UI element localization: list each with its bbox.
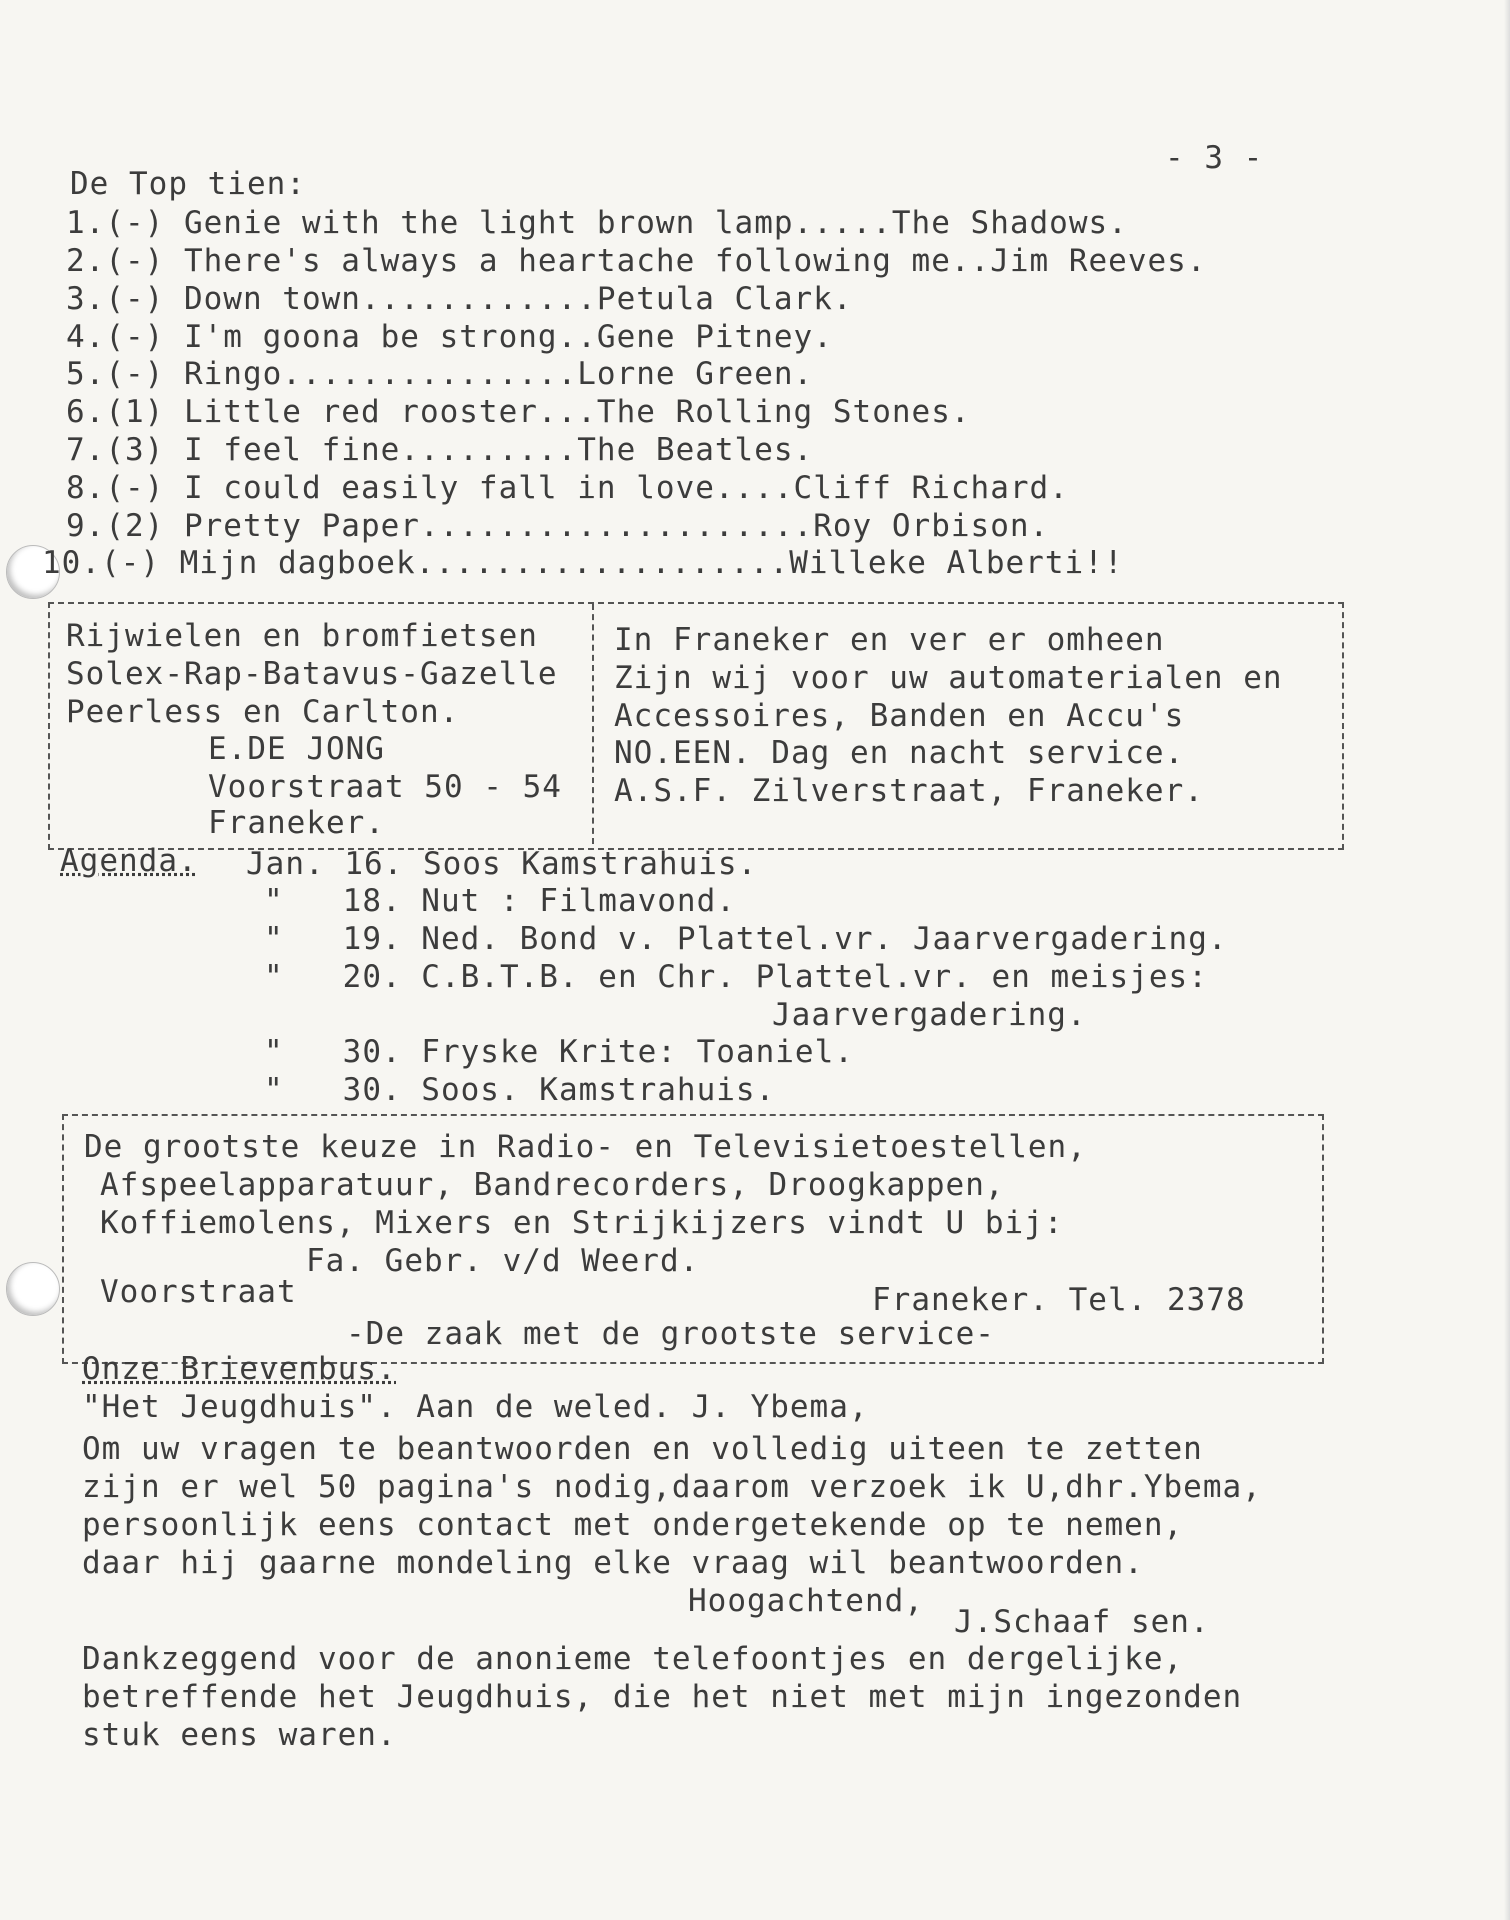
chart-entry: 2.(-) There's always a heartache following me..Jim Reeves.	[66, 243, 1207, 279]
letter-line: Dankzeggend voor de anonieme telefoontjes en dergelijke,	[82, 1641, 1184, 1677]
letter-line: betreffende het Jeugdhuis, die het niet met mijn ingezonden	[82, 1679, 1243, 1715]
chart-entry: 3.(-) Down town............Petula Clark.	[66, 281, 853, 317]
agenda-line: " 18. Nut : Filmavond.	[264, 883, 736, 919]
agenda-line: Jaarvergadering.	[772, 997, 1087, 1033]
ad-de-jong-line: Peerless en Carlton.	[66, 694, 460, 730]
letter-line: "Het Jeugdhuis". Aan de weled. J. Ybema,	[82, 1389, 869, 1425]
chart-entry: 1.(-) Genie with the light brown lamp.....The Shadows.	[66, 205, 1128, 241]
ad-de-jong-line: Franeker.	[208, 805, 385, 841]
page-number: - 3 -	[1165, 140, 1264, 176]
ad-de-jong-line: Rijwielen en bromfietsen	[66, 618, 538, 654]
letter-line: stuk eens waren.	[82, 1717, 397, 1753]
chart-entry: 6.(1) Little red rooster...The Rolling Stones.	[66, 394, 971, 430]
page-edge	[1504, 0, 1510, 1920]
agenda-line: " 19. Ned. Bond v. Plattel.vr. Jaarvergadering.	[264, 921, 1228, 957]
letter-line: Om uw vragen te beantwoorden en volledig uiteen te zetten	[82, 1431, 1203, 1467]
agenda-line: " 20. C.B.T.B. en Chr. Plattel.vr. en meisjes:	[264, 959, 1208, 995]
agenda-heading: Agenda.	[60, 843, 198, 879]
ad-box-divider	[592, 604, 594, 844]
agenda-line: " 30. Fryske Krite: Toaniel.	[264, 1034, 854, 1070]
punch-hole-icon	[6, 1262, 60, 1316]
ad-weerd-line: De grootste keuze in Radio- en Televisietoestellen,	[84, 1129, 1087, 1165]
ad-weerd-line: Fa. Gebr. v/d Weerd.	[306, 1243, 700, 1279]
ad-de-jong-line: Voorstraat 50 - 54	[208, 769, 562, 805]
agenda-line: Jan. 16. Soos Kamstrahuis.	[246, 846, 758, 882]
letter-signature: J.Schaaf sen.	[954, 1604, 1210, 1640]
letter-closing: Hoogachtend,	[688, 1583, 924, 1619]
ad-weerd-street: Voorstraat	[100, 1274, 297, 1310]
ad-asf-line: Zijn wij voor uw automaterialen en	[614, 660, 1283, 696]
letter-line: zijn er wel 50 pagina's nodig,daarom verzoek ik U,dhr.Ybema,	[82, 1469, 1262, 1505]
chart-entry: 10.(-) Mijn dagboek...................Willeke Alberti!!	[42, 545, 1124, 581]
chart-entry: 7.(3) I feel fine.........The Beatles.	[66, 432, 814, 468]
ad-asf-line: NO.EEN. Dag en nacht service.	[614, 735, 1185, 771]
ad-de-jong-line: E.DE JONG	[208, 731, 385, 767]
agenda-line: " 30. Soos. Kamstrahuis.	[264, 1072, 776, 1108]
letter-line: persoonlijk eens contact met ondergetekende op te nemen,	[82, 1507, 1184, 1543]
ad-asf-line: Accessoires, Banden en Accu's	[614, 698, 1185, 734]
top-tien-heading: De Top tien:	[70, 166, 306, 202]
ad-asf-line: In Franeker en ver er omheen	[614, 622, 1165, 658]
ad-weerd-slogan: -De zaak met de grootste service-	[346, 1316, 995, 1352]
chart-entry: 5.(-) Ringo...............Lorne Green.	[66, 356, 814, 392]
ad-de-jong-line: Solex-Rap-Batavus-Gazelle	[66, 656, 558, 692]
letter-line: daar hij gaarne mondeling elke vraag wil beantwoorden.	[82, 1545, 1144, 1581]
ad-asf-line: A.S.F. Zilverstraat, Franeker.	[614, 773, 1204, 809]
chart-entry: 8.(-) I could easily fall in love....Cliff Richard.	[66, 470, 1069, 506]
chart-entry: 4.(-) I'm goona be strong..Gene Pitney.	[66, 319, 833, 355]
chart-entry: 9.(2) Pretty Paper....................Roy Orbison.	[66, 508, 1050, 544]
ad-weerd-city-tel: Franeker. Tel. 2378	[872, 1282, 1246, 1318]
ad-weerd-line: Koffiemolens, Mixers en Strijkijzers vindt U bij:	[100, 1205, 1064, 1241]
brievenbus-heading: Onze Brievenbus.	[82, 1351, 397, 1387]
ad-weerd-line: Afspeelapparatuur, Bandrecorders, Droogkappen,	[100, 1167, 1005, 1203]
